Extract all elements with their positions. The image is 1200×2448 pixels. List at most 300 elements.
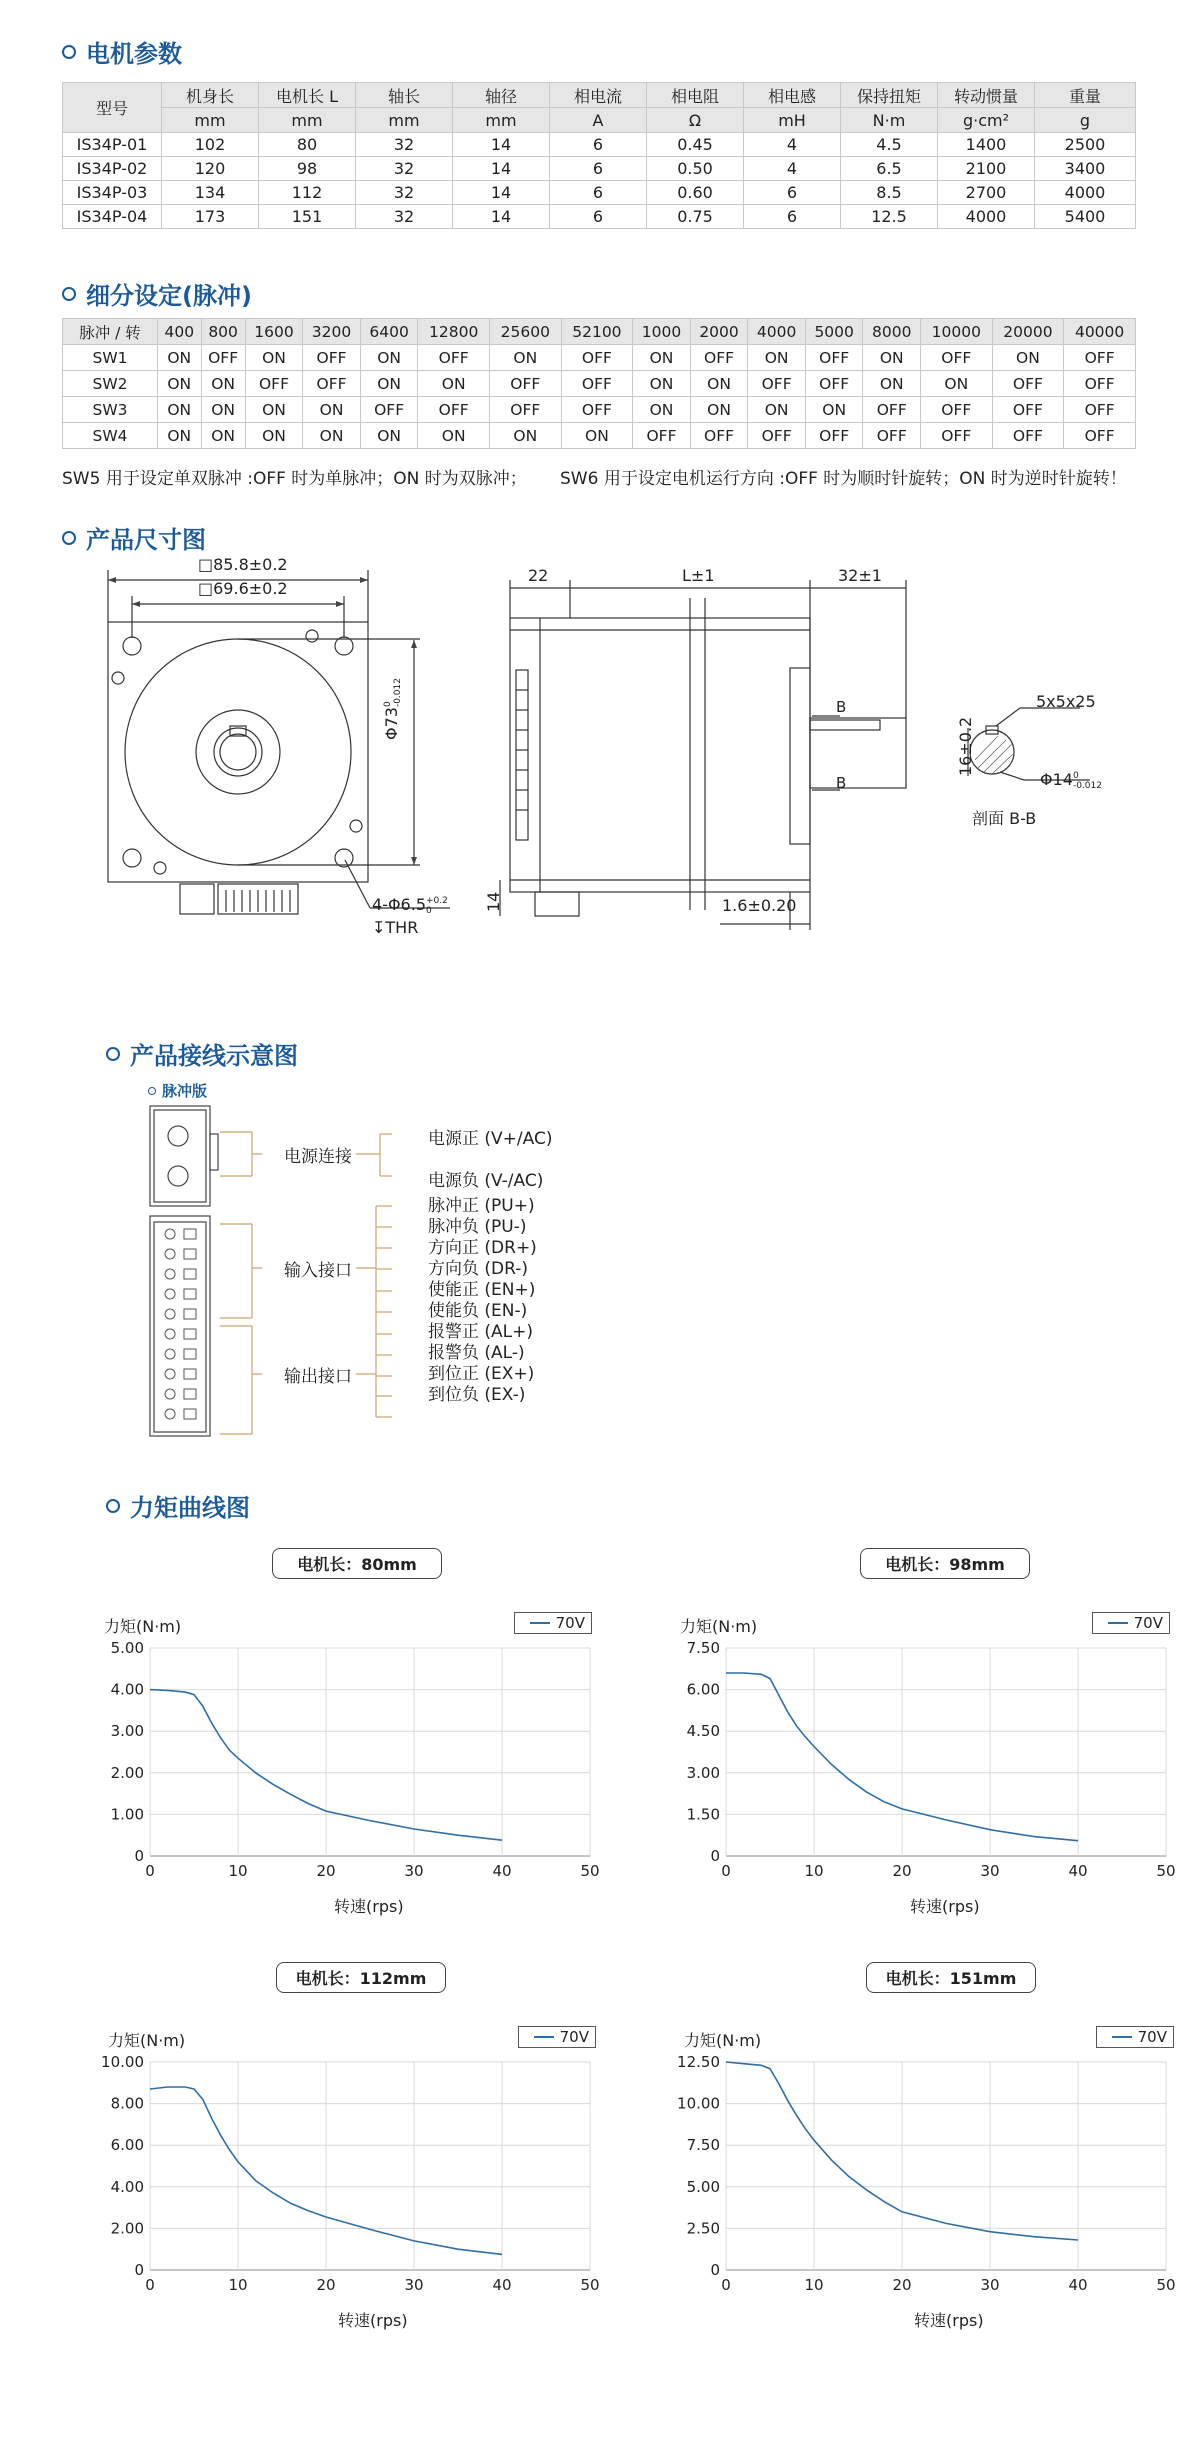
chart-1-xlabel: 转速(rps) (334, 1897, 404, 1916)
params-cell: 6.5 (841, 157, 938, 181)
subdiv-cell: ON (360, 345, 418, 371)
params-unit: Ω (647, 108, 744, 133)
params-cell: 112 (259, 181, 356, 205)
params-cell: 14 (453, 181, 550, 205)
y-tick-label: 1.50 (686, 1805, 720, 1824)
params-cell: IS34P-04 (63, 205, 162, 229)
subdiv-cell: ON (201, 423, 245, 449)
params-model-header: 型号 (63, 83, 162, 133)
params-section-title: 电机参数 (62, 34, 182, 69)
subdiv-cell: ON (245, 423, 303, 449)
subdiv-cell: SW3 (63, 397, 158, 423)
y-tick-label: 6.00 (686, 1680, 720, 1699)
subdiv-cell: ON (863, 345, 921, 371)
wiring-power-pos: 电源正 (V+/AC) (428, 1129, 553, 1149)
params-cell: 2500 (1035, 133, 1136, 157)
terminal-slot (184, 1409, 196, 1419)
wiring-output-label: 报警正 (AL+) (428, 1322, 534, 1342)
signal-terminal (150, 1216, 210, 1436)
params-cell: IS34P-03 (63, 181, 162, 205)
x-tick-label: 40 (492, 2276, 512, 2294)
chart-1-title: 电机长：80mm (272, 1548, 442, 1579)
leader-holes (345, 860, 370, 908)
subdiv-cell: ON (633, 371, 691, 397)
subdiv-header-cell: 400 (158, 319, 202, 345)
side-body (510, 618, 810, 892)
dim-holes-tol-upper: +0.2 (426, 895, 448, 906)
terminal-pin (165, 1389, 175, 1399)
subdiv-cell: OFF (561, 345, 633, 371)
subdiv-cell: OFF (992, 371, 1064, 397)
params-cell: 151 (259, 205, 356, 229)
dim-16: 16±0.2 (956, 716, 975, 776)
subdiv-cell: ON (158, 345, 202, 371)
circle-bullet-icon (106, 1499, 120, 1513)
params-row (63, 181, 1136, 205)
y-tick-label: 1.00 (110, 1805, 144, 1824)
y-tick-label: 2.00 (110, 2219, 144, 2238)
wiring-input-label: 脉冲负 (PU-) (428, 1217, 527, 1237)
subdiv-table (62, 318, 1136, 449)
subdiv-cell: OFF (863, 397, 921, 423)
params-cell: 102 (162, 133, 259, 157)
params-cell: 2100 (938, 157, 1035, 181)
terminal-slot (184, 1229, 196, 1239)
y-tick-label: 12.50 (677, 2054, 720, 2071)
x-tick-label: 0 (721, 1862, 731, 1880)
x-tick-label: 50 (580, 2276, 600, 2294)
subdiv-cell: OFF (1064, 345, 1136, 371)
mount-hole-br (335, 849, 353, 867)
x-tick-label: 0 (145, 2276, 155, 2294)
subdiv-cell: ON (805, 397, 863, 423)
wiring-group-power: 电源连接 (284, 1147, 352, 1167)
subdiv-cell: ON (303, 423, 361, 449)
terminal-pin (165, 1229, 175, 1239)
params-cell: 1400 (938, 133, 1035, 157)
circle-bullet-icon (148, 1087, 156, 1095)
subdiv-cell: ON (921, 371, 993, 397)
subdiv-cell: ON (489, 345, 561, 371)
subdiv-cell: OFF (1064, 371, 1136, 397)
wiring-input-label: 使能正 (EN+) (428, 1280, 536, 1300)
y-tick-label: 0 (710, 1847, 720, 1865)
params-cell: IS34P-02 (63, 157, 162, 181)
terminal-slot (184, 1249, 196, 1259)
dim-1-6: 1.6±0.20 (722, 896, 797, 915)
dim-dia14-tol-lower: -0.012 (1072, 780, 1102, 791)
terminal-pin (165, 1269, 175, 1279)
dim-holes-tol-lower: 0 (426, 905, 432, 916)
subdiv-cell: ON (633, 397, 691, 423)
params-cell: 6 (744, 181, 841, 205)
params-cell: 0.60 (647, 181, 744, 205)
chart-1-ylabel: 力矩(N·m) (104, 1617, 182, 1636)
subdiv-row (63, 345, 1136, 371)
y-tick-label: 4.00 (110, 2177, 144, 2196)
subdiv-cell: ON (245, 345, 303, 371)
subdiv-cell: ON (303, 397, 361, 423)
params-cell: 4.5 (841, 133, 938, 157)
subdiv-header-cell: 8000 (863, 319, 921, 345)
subdiv-row (63, 397, 1136, 423)
wiring-output-label: 报警负 (AL-) (428, 1343, 525, 1363)
shaft-circle (214, 728, 262, 776)
subdiv-row (63, 371, 1136, 397)
subdiv-header-cell: 5000 (805, 319, 863, 345)
params-cell: 4 (744, 157, 841, 181)
x-tick-label: 50 (580, 1862, 600, 1880)
subdiv-cell: ON (158, 371, 202, 397)
wiring-input-label: 使能负 (EN-) (428, 1301, 528, 1321)
params-col-header: 机身长 (162, 83, 259, 108)
dim-dia73: Φ73 0 -0.012 (382, 678, 403, 740)
wiring-output-label: 到位负 (EX-) (428, 1385, 526, 1405)
subdiv-cell: OFF (418, 345, 490, 371)
x-tick-label: 20 (316, 2276, 336, 2294)
subdiv-header-cell: 10000 (921, 319, 993, 345)
y-tick-label: 10.00 (101, 2054, 144, 2071)
params-cell: 2700 (938, 181, 1035, 205)
subdiv-cell: OFF (805, 423, 863, 449)
subdiv-cell: OFF (863, 423, 921, 449)
x-tick-label: 20 (892, 1862, 912, 1880)
subdiv-cell: OFF (561, 371, 633, 397)
params-cell: 32 (356, 157, 453, 181)
subdiv-header-cell: 800 (201, 319, 245, 345)
params-col-header: 相电流 (550, 83, 647, 108)
params-row (63, 157, 1136, 181)
section-label: 剖面 B-B (972, 809, 1037, 828)
params-unit: mm (259, 108, 356, 133)
chart-4-ylabel: 力矩(N·m) (684, 2031, 762, 2050)
dim-thr: ↧THR (372, 918, 419, 937)
front-boss-circle (196, 710, 280, 794)
chart-3-xlabel: 转速(rps) (338, 2311, 408, 2330)
params-cell: 5400 (1035, 205, 1136, 229)
subdiv-cell: OFF (921, 345, 993, 371)
x-tick-label: 30 (404, 1862, 424, 1880)
subdiv-cell: OFF (1064, 397, 1136, 423)
chart-2-legend: 70V (1092, 1612, 1170, 1634)
mount-hole-tr (335, 637, 353, 655)
screw-icon (154, 862, 166, 874)
chart-2-title: 电机长：98mm (860, 1548, 1030, 1579)
y-tick-label: 5.00 (110, 1640, 144, 1657)
terminal-slot (184, 1269, 196, 1279)
screw-icon (306, 630, 318, 642)
wiring-signal-list (428, 1196, 537, 1406)
subdiv-cell: ON (360, 423, 418, 449)
sw5-note: SW5 用于设定单双脉冲 :OFF 时为单脉冲；ON 时为双脉冲； (62, 469, 527, 489)
params-col-header: 保持扭矩 (841, 83, 938, 108)
terminal-pin (165, 1329, 175, 1339)
chart-1-plot (96, 1640, 616, 1886)
params-cell: 32 (356, 205, 453, 229)
params-cell: 8.5 (841, 181, 938, 205)
subdiv-cell: ON (360, 371, 418, 397)
mount-hole-tl (123, 637, 141, 655)
sw6-note: SW6 用于设定电机运行方向 :OFF 时为顺时针旋转；ON 时为逆时针旋转！ (560, 469, 1127, 489)
y-tick-label: 3.00 (686, 1763, 720, 1782)
terminal-slot (184, 1389, 196, 1399)
terminal-slot (184, 1349, 196, 1359)
y-tick-label: 0 (710, 2261, 720, 2279)
wiring-input-label: 脉冲正 (PU+) (428, 1196, 535, 1216)
params-col-header: 轴径 (453, 83, 550, 108)
subdiv-cell: ON (418, 423, 490, 449)
chart-4-title: 电机长：151mm (866, 1962, 1036, 1993)
chart-3-legend: 70V (518, 2026, 596, 2048)
params-unit: A (550, 108, 647, 133)
params-col-header: 轴长 (356, 83, 453, 108)
subdiv-cell: ON (158, 423, 202, 449)
power-connector (180, 884, 214, 914)
y-tick-label: 10.00 (677, 2094, 720, 2113)
legend-line-icon (530, 1622, 550, 1624)
dim-22: 22 (528, 566, 549, 585)
screw-icon (112, 672, 124, 684)
mount-hole-bl (123, 849, 141, 867)
params-cell: 80 (259, 133, 356, 157)
terminal-slot (184, 1289, 196, 1299)
x-tick-label: 0 (145, 1862, 155, 1880)
y-tick-label: 0 (134, 1847, 144, 1865)
params-unit: mH (744, 108, 841, 133)
subdiv-header-cell: 3200 (303, 319, 361, 345)
params-col-header: 转动惯量 (938, 83, 1035, 108)
subdiv-cell: OFF (303, 371, 361, 397)
subdiv-cell: SW1 (63, 345, 158, 371)
params-cell: 14 (453, 133, 550, 157)
params-unit: mm (356, 108, 453, 133)
subdiv-cell: OFF (418, 397, 490, 423)
wiring-subtitle: 脉冲版 (148, 1080, 207, 1101)
dim-dia73-tol-upper: 0 (382, 701, 393, 708)
subdiv-cell: OFF (748, 371, 806, 397)
params-table-body (63, 133, 1136, 229)
subdiv-cell: OFF (201, 345, 245, 371)
y-tick-label: 6.00 (110, 2136, 144, 2155)
x-tick-label: 40 (1068, 1862, 1088, 1880)
chart-3-title: 电机长：112mm (276, 1962, 446, 1993)
y-tick-label: 0 (134, 2261, 144, 2279)
chart-3-plot (96, 2054, 616, 2300)
x-tick-label: 10 (804, 2276, 824, 2294)
shaft-inner-circle (220, 734, 256, 770)
x-tick-label: 40 (1068, 2276, 1088, 2294)
subdiv-cell: ON (748, 397, 806, 423)
chart-2-ylabel: 力矩(N·m) (680, 1617, 758, 1636)
params-cell: 4000 (1035, 181, 1136, 205)
y-tick-label: 7.50 (686, 1640, 720, 1657)
terminal-pin (165, 1309, 175, 1319)
y-tick-label: 8.00 (110, 2094, 144, 2113)
terminal-pin (165, 1409, 175, 1419)
params-unit: N·m (841, 108, 938, 133)
dimension-drawing (0, 550, 1200, 950)
subdiv-cell: OFF (489, 397, 561, 423)
wiring-output-label: 到位正 (EX+) (428, 1364, 535, 1384)
subdiv-header-cell: 25600 (489, 319, 561, 345)
params-cell: 32 (356, 181, 453, 205)
legend-line-icon (534, 2036, 554, 2038)
dim-key: 5x5x25 (1036, 692, 1096, 711)
subdiv-cell: ON (690, 397, 748, 423)
chart-4-plot (672, 2054, 1192, 2300)
y-tick-label: 4.00 (110, 1680, 144, 1699)
params-cell: 6 (744, 205, 841, 229)
terminal-slot (184, 1309, 196, 1319)
params-cell: 3400 (1035, 157, 1136, 181)
x-tick-label: 30 (404, 2276, 424, 2294)
y-tick-label: 5.00 (686, 2177, 720, 2196)
wiring-group-input: 输入接口 (284, 1261, 352, 1281)
front-outer-circle (125, 639, 351, 865)
subdiv-cell: ON (489, 423, 561, 449)
params-cell: 98 (259, 157, 356, 181)
subdiv-cell: SW4 (63, 423, 158, 449)
terminal-pin (165, 1249, 175, 1259)
circle-bullet-icon (106, 1047, 120, 1061)
subdiv-cell: ON (201, 397, 245, 423)
subdiv-section-title: 细分设定(脉冲) (62, 276, 252, 311)
params-cell: 32 (356, 133, 453, 157)
wiring-input-label: 方向负 (DR-) (428, 1259, 529, 1279)
legend-line-icon (1108, 1622, 1128, 1624)
chart-4-xlabel: 转速(rps) (914, 2311, 984, 2330)
x-tick-label: 30 (980, 1862, 1000, 1880)
chart-1-legend: 70V (514, 1612, 592, 1634)
x-tick-label: 50 (1156, 2276, 1176, 2294)
subdiv-cell: OFF (921, 397, 993, 423)
subdiv-cell: ON (201, 371, 245, 397)
x-tick-label: 30 (980, 2276, 1000, 2294)
params-unit: g·cm² (938, 108, 1035, 133)
terminal-slot (184, 1369, 196, 1379)
terminal-pin (165, 1289, 175, 1299)
dim-sq-outer: □85.8±0.2 (198, 555, 288, 574)
wiring-group-output: 输出接口 (284, 1367, 352, 1387)
screw-icon (350, 820, 362, 832)
x-tick-label: 0 (721, 2276, 731, 2294)
chart-2-xlabel: 转速(rps) (910, 1897, 980, 1916)
params-col-header: 相电感 (744, 83, 841, 108)
params-cell: 4000 (938, 205, 1035, 229)
y-tick-label: 3.00 (110, 1722, 144, 1741)
subdiv-header-cell: 1000 (633, 319, 691, 345)
section-mark-b-top: B (836, 698, 847, 716)
chart-2-plot (672, 1640, 1192, 1886)
subdiv-cell: SW2 (63, 371, 158, 397)
subdiv-header-row (63, 319, 1136, 345)
side-connector (535, 892, 579, 916)
params-unit-row (63, 108, 1136, 133)
terminal-pin (165, 1369, 175, 1379)
wiring-power-neg: 电源负 (V-/AC) (428, 1171, 544, 1191)
x-tick-label: 10 (804, 1862, 824, 1880)
y-tick-label: 7.50 (686, 2136, 720, 2155)
wiring-section-title: 产品接线示意图 (106, 1036, 298, 1071)
leader-key (996, 708, 1020, 726)
subdiv-cell: ON (561, 423, 633, 449)
circle-bullet-icon (62, 531, 76, 545)
wiring-input-label: 方向正 (DR+) (428, 1238, 537, 1258)
params-unit: g (1035, 108, 1136, 133)
section-mark-b-bottom: B (836, 774, 847, 792)
params-cell: 0.45 (647, 133, 744, 157)
chart-4-legend: 70V (1096, 2026, 1174, 2048)
subdiv-header-cell: 1600 (245, 319, 303, 345)
dim-L: L±1 (682, 566, 715, 585)
subdiv-cell: ON (863, 371, 921, 397)
subdiv-header-cell: 12800 (418, 319, 490, 345)
subdiv-header-cell: 2000 (690, 319, 748, 345)
params-cell: 6 (550, 133, 647, 157)
subdiv-header-cell: 脉冲 / 转 (63, 319, 158, 345)
dim-dia73-tol-lower: -0.012 (392, 678, 403, 708)
terminal-pin (165, 1349, 175, 1359)
subdiv-header-cell: 40000 (1064, 319, 1136, 345)
subdiv-header-cell: 4000 (748, 319, 806, 345)
dims-section-title: 产品尺寸图 (62, 520, 206, 555)
subdiv-cell: ON (245, 397, 303, 423)
circle-bullet-icon (62, 45, 76, 59)
subdiv-cell: ON (992, 345, 1064, 371)
subdiv-cell: OFF (748, 423, 806, 449)
params-unit: mm (162, 108, 259, 133)
subdiv-cell: OFF (360, 397, 418, 423)
subdiv-cell: OFF (992, 397, 1064, 423)
params-col-header: 重量 (1035, 83, 1136, 108)
y-tick-label: 2.50 (686, 2219, 720, 2238)
params-row (63, 133, 1136, 157)
params-cell: 120 (162, 157, 259, 181)
terminal-slot (184, 1329, 196, 1339)
subdiv-cell: ON (633, 345, 691, 371)
subdiv-cell: OFF (633, 423, 691, 449)
params-cell: 134 (162, 181, 259, 205)
params-col-header: 电机长 L (259, 83, 356, 108)
subdiv-cell: OFF (690, 423, 748, 449)
subdiv-table-body (63, 319, 1136, 449)
chart-3-ylabel: 力矩(N·m) (108, 2031, 186, 2050)
subdiv-cell: ON (158, 397, 202, 423)
dim-dia14: Φ14 0 -0.012 (1040, 770, 1102, 791)
params-table (62, 82, 1136, 229)
subdiv-header-cell: 52100 (561, 319, 633, 345)
subdiv-cell: OFF (690, 345, 748, 371)
dim-32: 32±1 (838, 566, 882, 585)
subdiv-cell: OFF (303, 345, 361, 371)
params-col-header: 相电阻 (647, 83, 744, 108)
x-tick-label: 20 (316, 1862, 336, 1880)
subdiv-cell: OFF (805, 371, 863, 397)
dim-dia14-tol-upper: 0 (1072, 770, 1079, 781)
torque-section-title: 力矩曲线图 (106, 1488, 250, 1523)
params-cell: 14 (453, 157, 550, 181)
dim-14: 14 (484, 891, 503, 912)
params-cell: 6 (550, 157, 647, 181)
legend-line-icon (1112, 2036, 1132, 2038)
power-terminal (150, 1106, 210, 1206)
params-header-row (63, 83, 1136, 108)
params-cell: 6 (550, 205, 647, 229)
params-cell: 0.50 (647, 157, 744, 181)
subdiv-cell: ON (418, 371, 490, 397)
params-cell: 14 (453, 205, 550, 229)
x-tick-label: 20 (892, 2276, 912, 2294)
